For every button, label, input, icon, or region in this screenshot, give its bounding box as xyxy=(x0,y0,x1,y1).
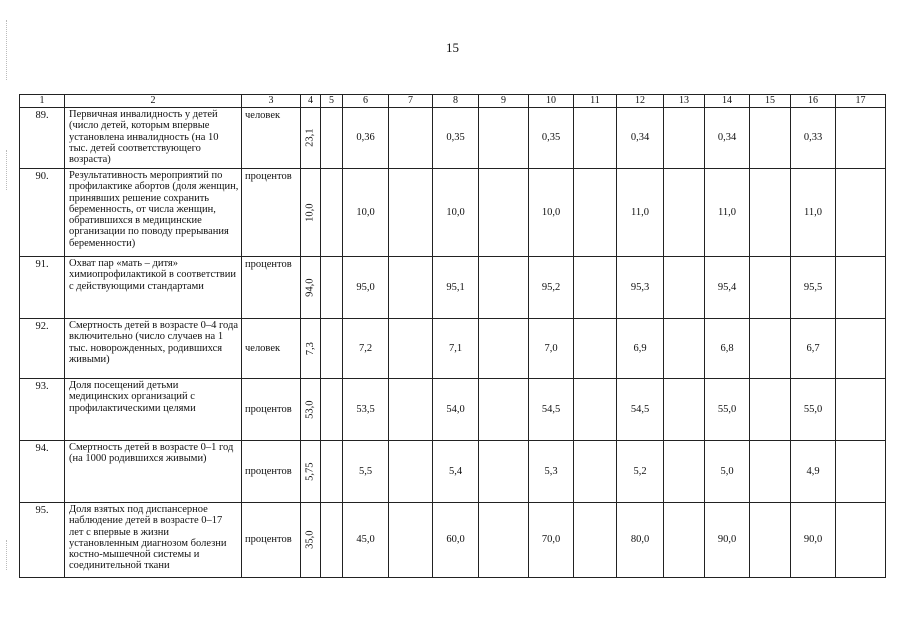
indicator-description: Доля взятых под диспансерное наблюдение детей в возрасте 0–17 лет с впервые в жизни установленным диагнозом болезни костно-мышечной системы и соединительной ткани xyxy=(65,503,242,578)
row-number: 91. xyxy=(20,257,65,319)
table-row xyxy=(20,108,886,169)
value-cell: 95,0 xyxy=(343,257,389,319)
value-cell: 5,4 xyxy=(433,441,479,503)
empty-cell xyxy=(321,319,343,379)
indicator-description: Охват пар «мать – дитя» химиопрофилактикой в соответствии с действующими стандартами xyxy=(65,257,242,319)
empty-cell xyxy=(321,169,343,257)
base-value-text: 7,3 xyxy=(304,341,316,356)
value-cell: 54,0 xyxy=(433,379,479,441)
value-cell: 7,0 xyxy=(529,319,574,379)
empty-cell xyxy=(836,169,886,257)
value-cell: 0,34 xyxy=(705,108,750,169)
value-cell: 60,0 xyxy=(433,503,479,578)
base-value-text: 94,0 xyxy=(304,278,316,297)
empty-cell xyxy=(836,108,886,169)
empty-cell xyxy=(321,108,343,169)
value-cell: 90,0 xyxy=(705,503,750,578)
empty-cell xyxy=(389,319,433,379)
base-value xyxy=(301,379,321,441)
value-cell: 55,0 xyxy=(705,379,750,441)
column-header-2: 2 xyxy=(65,95,242,108)
empty-cell xyxy=(664,169,705,257)
column-header-10: 10 xyxy=(529,95,574,108)
empty-cell xyxy=(389,108,433,169)
indicator-description: Смертность детей в возрасте 0–1 год (на 1000 родившихся живыми) xyxy=(65,441,242,503)
empty-cell xyxy=(321,503,343,578)
column-header-12: 12 xyxy=(617,95,664,108)
unit-cell: процентов xyxy=(242,169,301,257)
value-cell: 10,0 xyxy=(529,169,574,257)
indicator-description: Смертность детей в возрасте 0–4 года включительно (число случаев на 1 тыс. новорожденных, родившихся живыми) xyxy=(65,319,242,379)
base-value-text: 5,75 xyxy=(304,462,316,481)
table-row xyxy=(20,257,886,319)
empty-cell xyxy=(750,379,791,441)
value-cell: 4,9 xyxy=(791,441,836,503)
empty-cell xyxy=(750,108,791,169)
value-cell: 55,0 xyxy=(791,379,836,441)
column-header-7: 7 xyxy=(389,95,433,108)
column-header-8: 8 xyxy=(433,95,479,108)
empty-cell xyxy=(479,503,529,578)
value-cell: 95,1 xyxy=(433,257,479,319)
column-header-5: 5 xyxy=(321,95,343,108)
value-cell: 6,8 xyxy=(705,319,750,379)
empty-cell xyxy=(479,169,529,257)
value-cell: 0,35 xyxy=(433,108,479,169)
indicators-table xyxy=(19,94,886,578)
value-cell: 5,2 xyxy=(617,441,664,503)
column-header-16: 16 xyxy=(791,95,836,108)
value-cell: 11,0 xyxy=(705,169,750,257)
empty-cell xyxy=(750,257,791,319)
column-header-4: 4 xyxy=(301,95,321,108)
header-row xyxy=(20,95,886,108)
value-cell: 54,5 xyxy=(529,379,574,441)
value-cell: 95,5 xyxy=(791,257,836,319)
value-cell: 0,36 xyxy=(343,108,389,169)
column-header-3: 3 xyxy=(242,95,301,108)
page-number: 15 xyxy=(446,40,459,55)
empty-cell xyxy=(574,257,617,319)
column-header-11: 11 xyxy=(574,95,617,108)
empty-cell xyxy=(750,169,791,257)
empty-cell xyxy=(664,503,705,578)
empty-cell xyxy=(750,503,791,578)
empty-cell xyxy=(750,441,791,503)
empty-cell xyxy=(574,379,617,441)
empty-cell xyxy=(836,441,886,503)
table-row xyxy=(20,503,886,578)
unit-cell: процентов xyxy=(242,441,301,503)
scan-edge-mark xyxy=(6,150,8,190)
empty-cell xyxy=(574,441,617,503)
base-value xyxy=(301,257,321,319)
column-header-1: 1 xyxy=(20,95,65,108)
indicator-description: Доля посещений детьми медицинских организаций с профилактическими целями xyxy=(65,379,242,441)
empty-cell xyxy=(321,257,343,319)
value-cell: 45,0 xyxy=(343,503,389,578)
unit-cell: процентов xyxy=(242,379,301,441)
row-number: 93. xyxy=(20,379,65,441)
row-number: 94. xyxy=(20,441,65,503)
unit-cell: человек xyxy=(242,319,301,379)
empty-cell xyxy=(389,379,433,441)
empty-cell xyxy=(479,108,529,169)
empty-cell xyxy=(321,379,343,441)
base-value xyxy=(301,108,321,169)
empty-cell xyxy=(389,441,433,503)
value-cell: 7,1 xyxy=(433,319,479,379)
empty-cell xyxy=(664,108,705,169)
value-cell: 95,4 xyxy=(705,257,750,319)
value-cell: 0,34 xyxy=(617,108,664,169)
scan-edge-mark xyxy=(6,540,8,570)
base-value xyxy=(301,441,321,503)
value-cell: 11,0 xyxy=(617,169,664,257)
empty-cell xyxy=(389,503,433,578)
unit-cell: процентов xyxy=(242,503,301,578)
indicator-description: Первичная инвалидность у детей (число детей, которым впервые установлена инвалидность (на 10 тыс. детей соответствующего возраста) xyxy=(65,108,242,169)
value-cell: 70,0 xyxy=(529,503,574,578)
table-row xyxy=(20,379,886,441)
empty-cell xyxy=(664,379,705,441)
empty-cell xyxy=(389,257,433,319)
unit-cell: процентов xyxy=(242,257,301,319)
value-cell: 5,0 xyxy=(705,441,750,503)
empty-cell xyxy=(750,319,791,379)
value-cell: 6,7 xyxy=(791,319,836,379)
column-header-6: 6 xyxy=(343,95,389,108)
column-header-15: 15 xyxy=(750,95,791,108)
empty-cell xyxy=(389,169,433,257)
indicator-description: Результативность мероприятий по профилактике абортов (доля женщин, принявших решение сохранить беременность, от числа женщин, обратившихся в медицинские организации по поводу прерывания беременности) xyxy=(65,169,242,257)
value-cell: 54,5 xyxy=(617,379,664,441)
value-cell: 10,0 xyxy=(433,169,479,257)
empty-cell xyxy=(574,319,617,379)
scan-edge-mark xyxy=(6,20,8,80)
empty-cell xyxy=(664,441,705,503)
value-cell: 53,5 xyxy=(343,379,389,441)
empty-cell xyxy=(574,169,617,257)
base-value-text: 10,0 xyxy=(304,203,316,222)
value-cell: 0,33 xyxy=(791,108,836,169)
column-header-14: 14 xyxy=(705,95,750,108)
value-cell: 95,2 xyxy=(529,257,574,319)
empty-cell xyxy=(321,441,343,503)
empty-cell xyxy=(836,379,886,441)
empty-cell xyxy=(479,257,529,319)
empty-cell xyxy=(479,441,529,503)
base-value xyxy=(301,503,321,578)
base-value-text: 53,0 xyxy=(304,400,316,419)
value-cell: 7,2 xyxy=(343,319,389,379)
table-row xyxy=(20,441,886,503)
value-cell: 6,9 xyxy=(617,319,664,379)
base-value xyxy=(301,169,321,257)
row-number: 90. xyxy=(20,169,65,257)
value-cell: 11,0 xyxy=(791,169,836,257)
empty-cell xyxy=(836,257,886,319)
row-number: 95. xyxy=(20,503,65,578)
empty-cell xyxy=(836,503,886,578)
column-header-9: 9 xyxy=(479,95,529,108)
table-row xyxy=(20,169,886,257)
empty-cell xyxy=(574,108,617,169)
value-cell: 5,5 xyxy=(343,441,389,503)
base-value-text: 23,1 xyxy=(304,128,316,148)
empty-cell xyxy=(574,503,617,578)
unit-cell: человек xyxy=(242,108,301,169)
column-header-13: 13 xyxy=(664,95,705,108)
value-cell: 0,35 xyxy=(529,108,574,169)
value-cell: 80,0 xyxy=(617,503,664,578)
column-header-17: 17 xyxy=(836,95,886,108)
empty-cell xyxy=(479,379,529,441)
empty-cell xyxy=(664,319,705,379)
base-value-text: 35,0 xyxy=(304,530,316,550)
value-cell: 5,3 xyxy=(529,441,574,503)
row-number: 89. xyxy=(20,108,65,169)
empty-cell xyxy=(479,319,529,379)
empty-cell xyxy=(664,257,705,319)
row-number: 92. xyxy=(20,319,65,379)
value-cell: 95,3 xyxy=(617,257,664,319)
empty-cell xyxy=(836,319,886,379)
base-value xyxy=(301,319,321,379)
value-cell: 10,0 xyxy=(343,169,389,257)
table-row xyxy=(20,319,886,379)
value-cell: 90,0 xyxy=(791,503,836,578)
